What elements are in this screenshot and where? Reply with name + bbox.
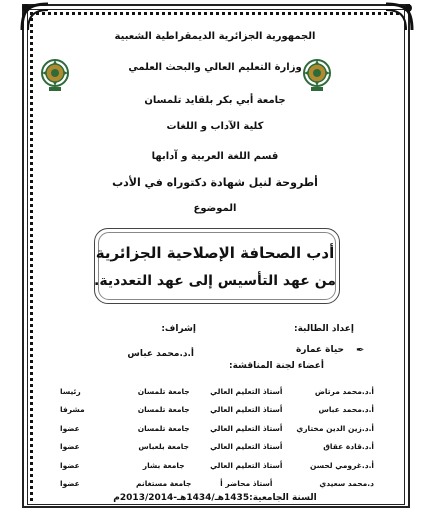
university-emblem-right (302, 58, 332, 96)
jury-institution: جامعة بلعباس (138, 442, 190, 452)
jury-rank: أستاذ التعليم العالي (210, 423, 283, 433)
jury-table (58, 382, 376, 493)
corner-ornament-top-left (18, 0, 52, 34)
thesis-title-line-2: من عهد التأسيس إلى عهد التعددية. (94, 273, 336, 289)
jury-role: عضوا (60, 460, 80, 470)
jury-role: عضوا (60, 423, 80, 433)
university-heading: جامعة أبي بكر بلقايد تلمسان (144, 95, 286, 106)
jury-role: عضوا (60, 442, 80, 452)
jury-role: رئيسا (60, 386, 81, 396)
thesis-type-heading: أطروحة لنيل شهادة دكتوراه في الأدب (112, 176, 318, 189)
subject-label: الموضوع (193, 203, 237, 214)
jury-institution: جامعة بشار (142, 460, 185, 470)
academic-year: السنة الجامعية:1435هـ/1434هـ-2013/2014م (113, 493, 317, 503)
jury-row (58, 382, 376, 401)
pen-mark-icon: ✒ (356, 345, 365, 356)
supervision-label: إشراف: (161, 324, 196, 334)
jury-row (58, 456, 376, 475)
jury-rank: أستاذ محاضر أ (220, 479, 273, 489)
jury-rank: أستاذ التعليم العالي (210, 405, 283, 415)
supervisor-name: أ.د.محمد عباس (127, 349, 194, 359)
jury-row (58, 475, 376, 494)
department-heading: قسم اللغة العربية و آدابها (151, 151, 279, 162)
page-border-top-pattern (30, 12, 402, 15)
committee-label: أعضاء لجنة المناقشة: (228, 361, 324, 371)
ministry-heading: وزارة التعليم العالي والبحث العلمي (128, 62, 302, 73)
jury-row (58, 401, 376, 420)
jury-row (58, 438, 376, 457)
jury-name: أ.د.غرومي لحسن (309, 460, 374, 470)
jury-institution: جامعة مستغانم (136, 479, 192, 489)
jury-rank: أستاذ التعليم العالي (210, 442, 283, 452)
jury-name: أ.د.قادة عقاق (323, 442, 374, 452)
jury-role: عضوا (60, 479, 80, 489)
jury-name: أ.د.زين الدين مختاري (296, 423, 374, 433)
jury-institution: جامعة تلمسان (137, 386, 190, 396)
jury-row (58, 419, 376, 438)
jury-name: د.محمد سعيدي (319, 479, 374, 489)
university-emblem-left (40, 58, 70, 96)
corner-ornament-top-right (382, 0, 416, 34)
jury-rank: أستاذ التعليم العالي (210, 460, 283, 470)
jury-name: أ.د.محمد عباس (318, 405, 374, 415)
thesis-title-line-1: أدب الصحافة الإصلاحية الجزائرية (95, 244, 335, 262)
jury-rank: أستاذ التعليم العالي (210, 386, 283, 396)
jury-name: أ.د.محمد مرتاض (314, 386, 374, 396)
prepared-by-label: إعداد الطالبة: (294, 324, 354, 334)
jury-role: مشرفا (60, 405, 85, 415)
faculty-heading: كلية الآداب و اللغات (166, 121, 264, 132)
jury-institution: جامعة تلمسان (137, 423, 190, 433)
title-frame-inner (98, 232, 336, 300)
student-name: حياة عمارة (295, 345, 344, 355)
republic-heading: الجمهورية الجزائرية الديمقراطية الشعبية (114, 31, 316, 42)
jury-institution: جامعة تلمسان (137, 405, 190, 415)
